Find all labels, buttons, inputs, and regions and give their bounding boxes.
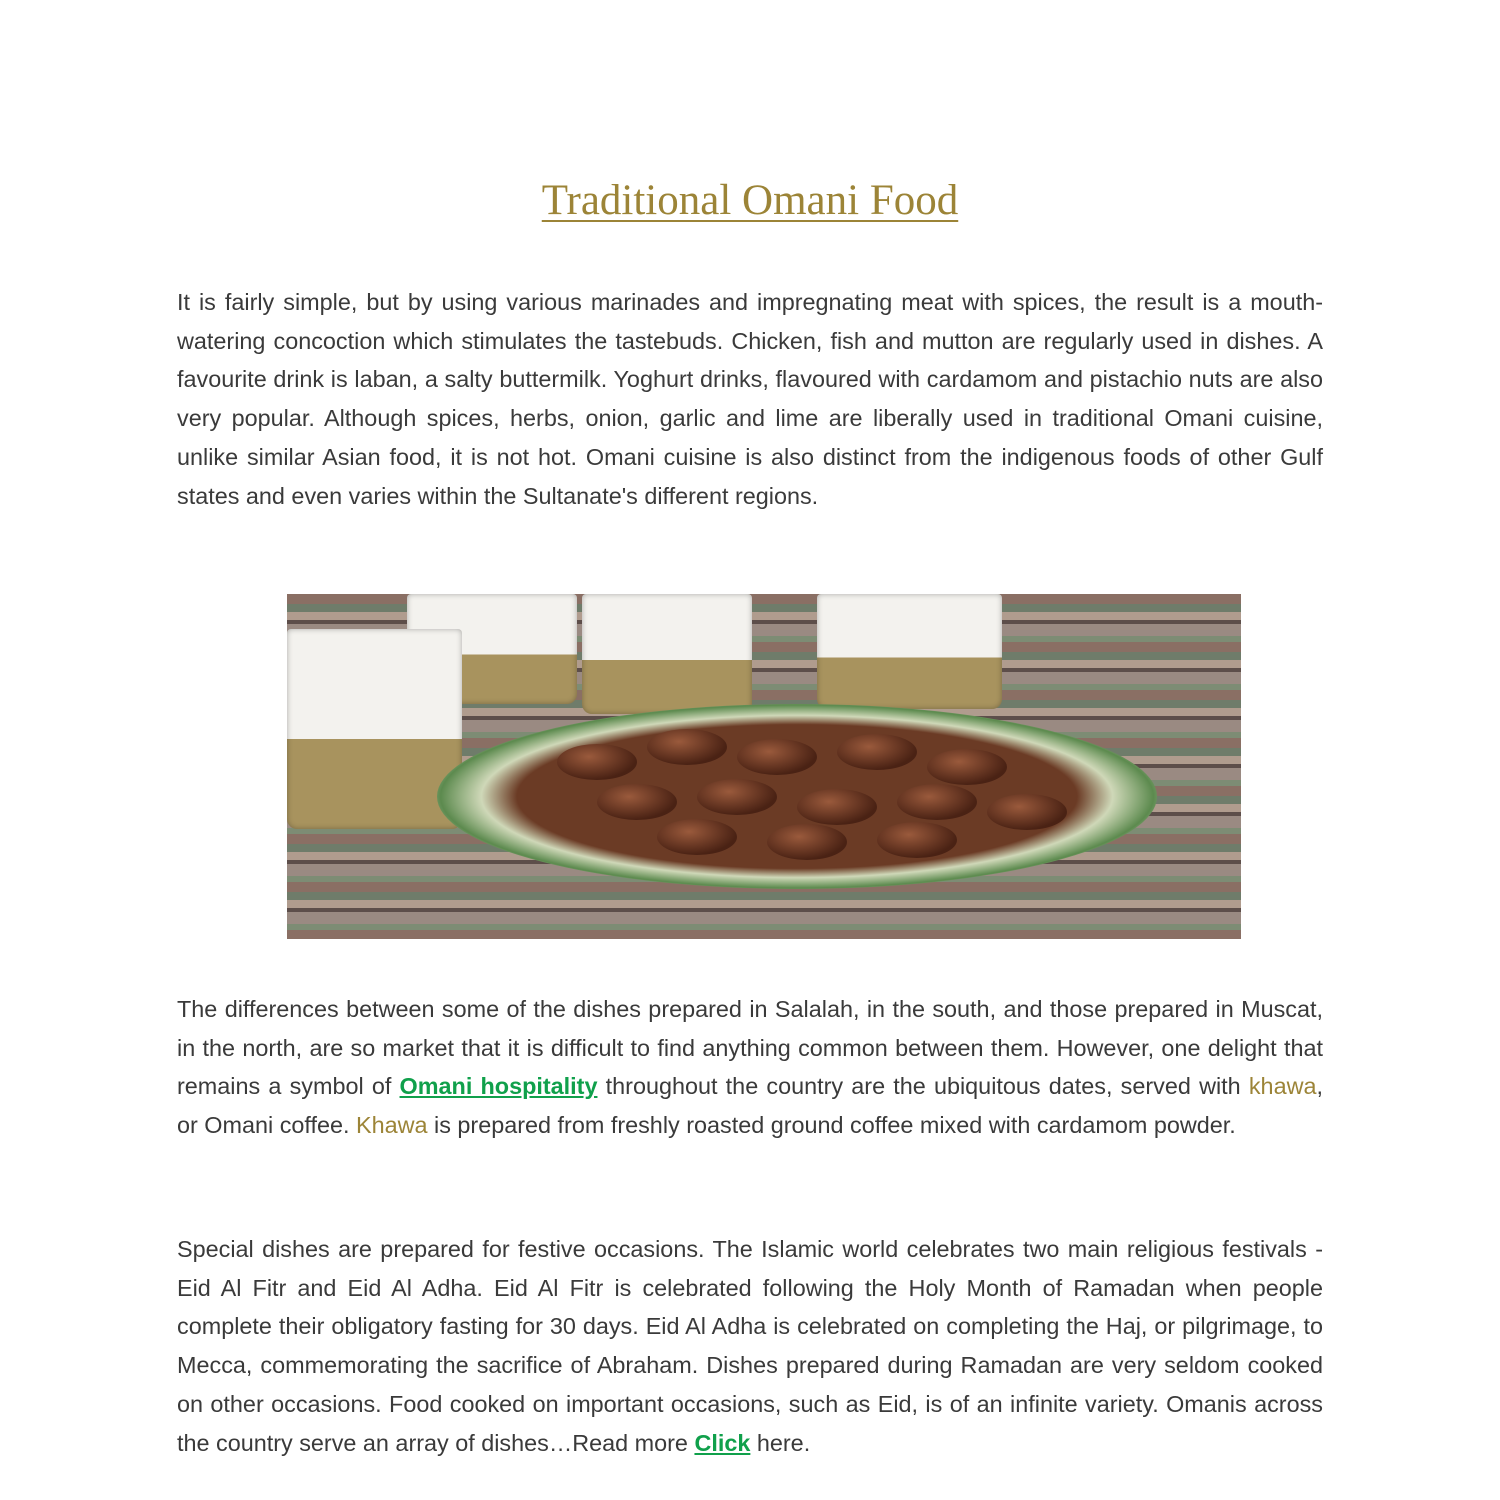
khawa-term: Khawa	[355, 1112, 428, 1139]
intro-paragraph: It is fairly simple, but by using various marinades and impregnating meat with spices, the result is a mouth-watering concoction which stimulates the tastebuds. Chicken, fish and mutton are regularly used in dishes. A favourite drink is laban, a salty buttermilk. Yoghurt drinks, flavoured with cardamom and pistachio nuts are also very popular. Although spices, herbs, onion, garlic and lime are liberally used in traditional Omani cuisine, unlike similar Asian food, it is not hot. Omani cuisine is also distinct from the indigenous foods of other Gulf states and even varies within the Sultanate's different regions.	[177, 289, 1323, 509]
laban-glass	[287, 629, 462, 829]
dates-plate	[437, 704, 1157, 889]
page-title: Traditional Omani Food	[541, 177, 959, 224]
khawa-term: khawa	[1248, 1073, 1317, 1100]
festivals-paragraph: Special dishes are prepared for festive occasions. The Islamic world celebrates two main religious festivals - Eid Al Fitr and Eid Al Adha. Eid Al Fitr is celebrated following the Holy Month of Ramadan when people complete their obligatory fasting for 30 days. Eid Al Adha is celebrated on completing the Haj, or pilgrimage, to Mecca, commemorating the sacrifice of Abraham. Dishes prepared during Ramadan are very seldom cooked on other occasions. Food cooked on important occasions, such as Eid, is of an infinite variety. Omanis across the country serve an array of dishes…Read more Click here.	[177, 1236, 1323, 1456]
dates-and-laban-photo	[287, 594, 1241, 939]
laban-glass	[817, 594, 1002, 709]
omani-hospitality-link[interactable]: Omani hospitality	[399, 1073, 598, 1100]
laban-glass	[582, 594, 752, 714]
click-here-link[interactable]: Click	[694, 1429, 751, 1456]
dates-paragraph: The differences between some of the dishes prepared in Salalah, in the south, and those prepared in Muscat, in the north, are so market that it is difficult to find anything common between them. However, one delight that remains a symbol of Omani hospitality throughout the country are the ubiquitous dates, served with khawa, or Omani coffee. Khawa is prepared from freshly roasted ground coffee mixed with cardamom powder.	[177, 996, 1323, 1139]
